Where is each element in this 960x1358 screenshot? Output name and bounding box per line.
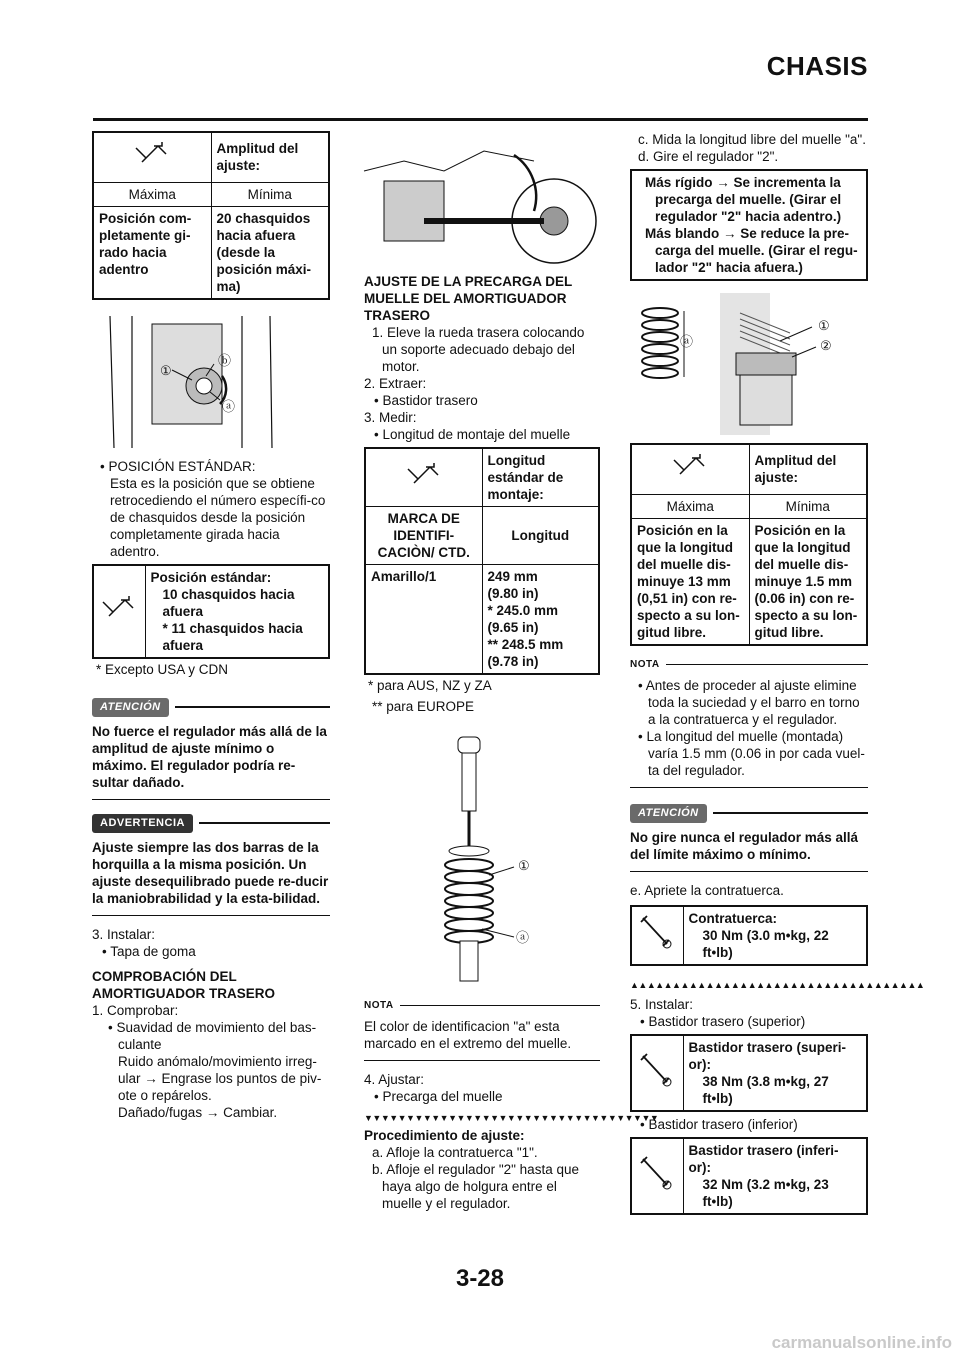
min-value: 20 chasquidos hacia afuera (desde la posición máxi-ma) [211,206,329,299]
caution-text: No fuerce el regulador más allá de la amplitud de ajuste mínimo o máximo. El regulador podría re-sultar dañado. [92,717,330,800]
adjust-range-title-2: Amplitud del ajuste: [749,444,867,494]
adjust-range-table [92,131,330,300]
adjust-range-table-2 [630,443,868,646]
caution-tag-2: ATENCIÓN [630,804,707,823]
nota-tag-2: NOTA [630,658,660,670]
page-number: 3-28 [455,1265,505,1292]
wrench-icon [93,132,211,182]
label-a: ⓐ [680,334,694,349]
proc-a: a. Afloje la contratuerca "1". [372,1145,538,1160]
adjust-range-title: Amplitud del ajuste: [211,132,329,182]
col-max-header: Máxima [93,182,211,206]
nota-item-1: • Antes de proceder al ajuste elimine toda la suciedad y el barro en torno a la contratuerca y el regulador. [638,677,860,727]
stiffer-text: Más rígido → Se incrementa la precarga del muelle. (Girar el regulador "2" hacia adentro.) [645,175,842,224]
check-1-line1: Ruido anómalo/movimiento irreg-ular → Engrase los puntos de piv-ote o repárelos. [118,1053,322,1103]
step-1: 1. Eleve la rueda trasera colocando un soporte adecuado debajo del motor. [372,325,585,374]
length-col2-header: Longitud [482,507,599,565]
std-position-heading: • POSICIÓN ESTÁNDAR: [100,458,256,474]
length-col1-header: MARCA DE IDENTIFI-CACIÒN/ CTD. [365,507,482,565]
col-min-header: Mínima [211,182,329,206]
torque-2-title: Bastidor trasero (superi-or): [688,1039,847,1072]
label-1: ① [160,362,172,378]
label-1: ① [518,858,530,873]
end-marker: ▲▲▲▲▲▲▲▲▲▲▲▲▲▲▲▲▲▲▲▲▲▲▲▲▲▲▲▲▲▲▲▲▲▲▲ [630,979,925,990]
torque-2-value: 38 Nm (3.8 m•kg, 27 ft•lb) [702,1073,829,1106]
label-a: ⓐ [222,398,236,414]
step-3-measure: 3. Medir: [364,410,417,425]
spring-figure [364,737,600,987]
step-5-item-1: • Bastidor trasero (superior) [640,1013,806,1029]
start-marker: ▼▼▼▼▼▼▼▼▼▼▼▼▼▼▼▼▼▼▼▼▼▼▼▼▼▼▼▼▼▼▼▼▼▼▼ [364,1113,659,1123]
header-rule [93,118,868,121]
step-5-item-2: • Bastidor trasero (inferior) [640,1116,798,1132]
label-b: ⓑ [218,352,232,368]
page-header-title: CHASIS [766,51,868,81]
std-position-line1: 10 chasquidos hacia afuera [162,586,295,619]
check-1: 1. Comprobar: [92,1002,179,1018]
length-table [364,447,600,675]
caution-tag: ATENCIÓN [92,698,169,717]
label-1: ① [818,318,830,333]
check-1-line2: Dañado/fugas → Cambiar. [118,1104,278,1120]
max-value-2: Posición en la que la longitud del muelle dis-minuye 13 mm (0,51 in) con re-specto a su lon-gitud libre. [631,518,749,645]
wrench-icon [631,444,749,494]
col-min-header-2: Mínima [749,494,867,518]
label-2: ② [820,338,832,353]
proc-e: e. Apriete la contratuerca. [630,882,784,898]
step-4: 4. Ajustar: [364,1072,425,1087]
wrench-icon [365,448,482,507]
length-v-e: ** 248.5 mm [487,637,564,652]
torque-wrench-icon [631,1138,683,1214]
stiffness-box [630,169,868,281]
section-title-check: COMPROBACIÓN DEL AMORTIGUADOR TRASERO [92,968,275,1001]
wrench-icon [93,565,145,658]
length-v-a: 249 mm [487,569,538,584]
warning-tag: ADVERTENCIA [92,814,193,833]
caution-header-2 [630,804,868,823]
std-position-table [92,564,330,659]
rear-shock-figure [364,131,600,269]
torque-table-1 [630,905,868,966]
procedure-title: Procedimiento de ajuste: [364,1128,525,1143]
length-id: Amarillo/1 [365,565,482,675]
step-5: 5. Instalar: [630,996,694,1012]
length-v-f: (9.78 in) [487,654,539,669]
column-2 [364,131,659,1212]
torque-wrench-icon [631,906,683,965]
nota-item-2: • La longitud del muelle (montada) varía 1.5 mm (0.06 in por cada vuel-ta del regulador. [638,728,865,778]
nota-header-2 [630,656,868,673]
label-a: ⓐ [516,930,530,945]
step-3: 3. Instalar: [92,926,156,942]
column-1 [92,131,330,1121]
adjuster-figure [630,293,868,435]
column-3 [630,131,925,1215]
step-4-item: • Precarga del muelle [374,1089,503,1104]
col-max-header-2: Máxima [631,494,749,518]
length-v-b: (9.80 in) [487,586,539,601]
nota-header [364,997,600,1014]
footer-watermark: carmanualsonline.info [771,1333,952,1352]
length-note-1: * para AUS, NZ y ZA [368,678,492,693]
torque-3-value: 32 Nm (3.2 m•kg, 23 ft•lb) [702,1176,829,1209]
check-1-item: • Suavidad de movimiento del bas-culante [108,1019,317,1052]
caution-text-2: No gire nunca el regulador más allá del límite máximo o mínimo. [630,823,868,872]
step-3-item: • Tapa de goma [102,943,196,959]
length-table-title: Longitud estándar de montaje: [482,448,599,507]
length-note-2: ** para EUROPE [372,699,475,714]
step-2: 2. Extraer: [364,376,427,391]
std-note: * Excepto USA y CDN [96,661,229,677]
torque-1-title: Contratuerca: [688,910,778,926]
max-value: Posición com-pletamente gi-rado hacia adentro [93,206,211,299]
softer-text: Más blando → Se reduce la pre-carga del muelle. (Girar el regu-lador "2" hacia afuera.) [645,226,858,275]
torque-table-2 [630,1034,868,1112]
proc-d: d. Gire el regulador "2". [638,149,779,164]
warning-text: Ajuste siempre las dos barras de la horquilla a la misma posición. Un ajuste desequilibrado puede re-ducir la maniobrabilidad y la esta-bilidad. [92,833,330,916]
std-position-line2: * 11 chasquidos hacia afuera [162,620,303,653]
std-position-text: Esta es la posición que se obtiene retrocediendo el número específi-co de chasquidos desde la posición completamente girada hacia adentro. [110,475,326,559]
length-v-c: * 245.0 mm [487,603,559,618]
std-position-title: Posición estándar: [150,569,272,585]
torque-wrench-icon [631,1035,683,1111]
nota-tag: NOTA [364,1000,394,1011]
torque-1-value: 30 Nm (3.0 m•kg, 22 ft•lb) [702,927,829,960]
min-value-2: Posición en la que la longitud del muelle dis-minuye 1.5 mm (0.06 in) con re-specto a su lon-gitud libre. [749,518,867,645]
warning-header [92,814,330,833]
torque-3-title: Bastidor trasero (inferi-or): [688,1142,839,1175]
caution-header [92,698,330,717]
proc-c: c. Mida la longitud libre del muelle "a". [638,132,866,147]
length-v-d: (9.65 in) [487,620,539,635]
section-title-preload: AJUSTE DE LA PRECARGA DEL MUELLE DEL AMORTIGUADOR TRASERO [364,274,573,323]
torque-table-3 [630,1137,868,1215]
step-3-measure-item: • Longitud de montaje del muelle [374,427,571,442]
proc-b: b. Afloje el regulador "2" hasta que haya algo de holgura entre el muelle y el regulador. [372,1162,579,1211]
step-2-item: • Bastidor trasero [374,393,478,408]
fork-adjuster-figure [92,316,330,448]
nota-text: El color de identificacion "a" esta marcado en el extremo del muelle. [364,1014,600,1061]
